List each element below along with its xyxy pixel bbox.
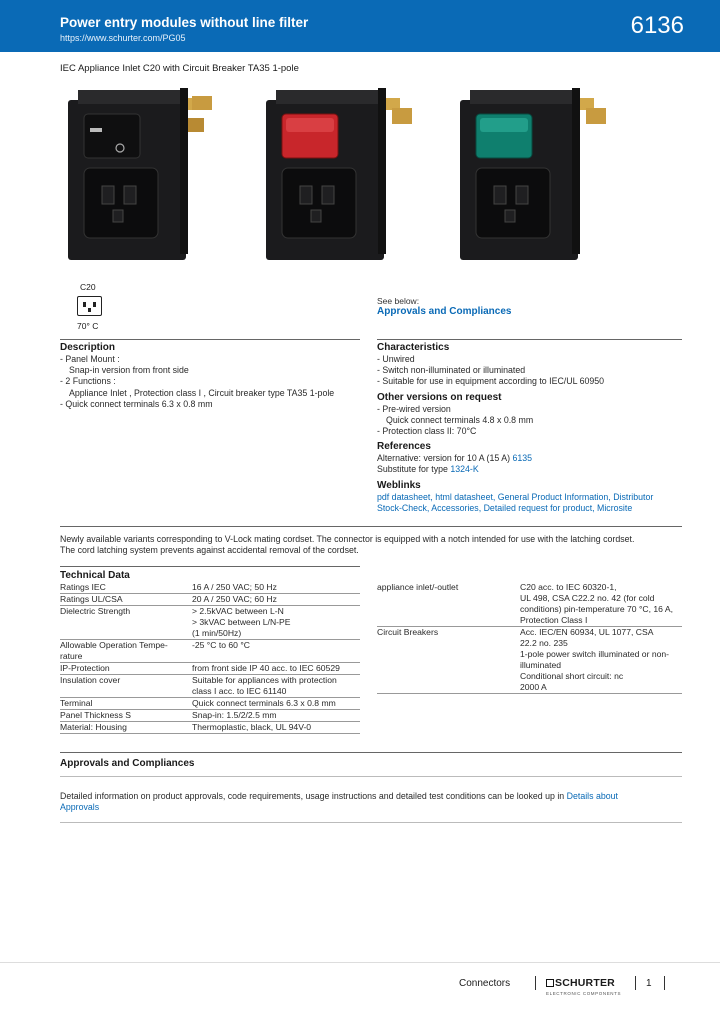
approvals-heading: Approvals and Compliances: [60, 758, 195, 769]
tech-key-line: Ratings UL/CSA: [60, 594, 123, 604]
tech-value-line: Suitable for appliances with protection: [192, 675, 337, 685]
tech-value-line: 20 A / 250 VAC; 60 Hz: [192, 594, 277, 604]
tech-value: [192, 606, 360, 639]
schurter-tagline: ELECTRONIC COMPONENTS: [546, 991, 622, 996]
weblinks-line[interactable]: pdf datasheet, html datasheet, General Product Information, Distributor: [377, 491, 654, 502]
tech-key-line: rature: [60, 651, 83, 661]
tech-key: [377, 582, 520, 626]
tech-value-line: [192, 651, 360, 662]
tech-value-line: > 3kVAC between L/N-PE: [192, 617, 291, 627]
tech-value-line: from front side IP 40 acc. to IEC 60529: [192, 663, 340, 673]
product-photos: [60, 78, 680, 270]
divider: [60, 526, 682, 527]
divider: [60, 776, 682, 777]
product-photo-green-switch: [452, 78, 612, 268]
references-sub-text: Substitute for type: [377, 464, 448, 475]
other-versions-line: Quick connect terminals 4.8 x 0.8 mm: [386, 414, 534, 425]
divider: [60, 752, 682, 753]
schurter-logo-mark: [546, 979, 554, 987]
tech-row: [60, 582, 360, 594]
product-code: 6136: [630, 12, 684, 39]
tech-value: [192, 663, 360, 674]
tech-key: [60, 722, 192, 733]
tech-key: [60, 710, 192, 721]
tech-value-line: Conditional short circuit: nc: [520, 671, 624, 681]
product-title: IEC Appliance Inlet C20 with Circuit Breaker TA35 1-pole: [60, 63, 299, 74]
tech-value-line: conditions) pin-temperature 70 °C, 16 A,: [520, 604, 673, 614]
technical-data-heading: Technical Data: [60, 570, 130, 581]
footer-divider: [0, 962, 720, 963]
tech-key-line: Terminal: [60, 698, 93, 708]
tech-value-line: Acc. IEC/EN 60934, UL 1077, CSA: [520, 627, 654, 637]
schurter-logo: [546, 977, 615, 989]
tech-value-line: 2000 A: [520, 682, 547, 692]
approvals-details-link-2[interactable]: Approvals: [60, 802, 100, 813]
newly-line: Newly available variants corresponding to V-Lock mating cordset. The connector is equipped with a notch intended for use with the latching cordset.: [60, 534, 635, 544]
other-versions-heading: Other versions on request: [377, 391, 502, 403]
tech-key-line: Circuit Breakers: [377, 627, 439, 637]
references-sub-link[interactable]: 1324-K: [450, 464, 479, 475]
tech-value-line: Protection Class I: [520, 615, 588, 625]
description-section: [60, 342, 360, 410]
tech-value: [520, 627, 682, 693]
characteristics-line: - Unwired: [377, 354, 415, 364]
tech-key-line: Insulation cover: [60, 675, 121, 685]
page-title: Power entry modules without line filter: [60, 15, 309, 30]
divider: [60, 339, 360, 340]
tech-row: [377, 582, 682, 627]
schurter-logo-text: SCHURTER: [555, 977, 615, 989]
description-line: Snap-in version from front side: [69, 365, 189, 376]
tech-key: [60, 582, 192, 593]
tech-value-line: Snap-in: 1.5/2/2.5 mm: [192, 710, 277, 720]
tech-row: [377, 627, 682, 694]
product-photo-red-switch: [258, 78, 418, 268]
approvals-detail-text: [60, 791, 680, 813]
tech-key: [60, 675, 192, 697]
tech-key: [60, 663, 192, 674]
tech-key: [60, 606, 192, 639]
references-substitute: [377, 464, 682, 475]
tech-key: [377, 627, 520, 693]
tech-row: [60, 594, 360, 606]
references-alternative: [377, 453, 682, 464]
description-line: - Quick connect terminals 6.3 x 0.8 mm: [60, 398, 213, 409]
tech-key-line: appliance inlet/-outlet: [377, 582, 459, 592]
description-heading: Description: [60, 342, 116, 353]
tech-key: [60, 594, 192, 605]
header-url-link[interactable]: https://www.schurter.com/PG05: [60, 33, 186, 43]
footer-section-name: Connectors: [459, 978, 511, 989]
characteristics-line: - Suitable for use in equipment according to IEC/UL 60950: [377, 376, 605, 387]
weblinks-line[interactable]: Stock-Check, Accessories, Detailed request for product, Microsite: [377, 502, 633, 513]
right-info-column: [377, 342, 682, 514]
characteristics-line: - Switch non-illuminated or illuminated: [377, 365, 526, 376]
tech-key-line: IP-Protection: [60, 663, 110, 673]
tech-row: [60, 698, 360, 710]
tech-key-line: Panel Thickness S: [60, 710, 132, 720]
tech-value-line: class I acc. to IEC 61140: [192, 686, 287, 696]
tech-key-line: Allowable Operation Tempe-: [60, 640, 168, 650]
footer-separator: [535, 976, 536, 990]
tech-value-line: 16 A / 250 VAC; 50 Hz: [192, 582, 277, 592]
other-versions-line: - Pre-wired version: [377, 403, 451, 414]
tech-value-line: UL 498, CSA C22.2 no. 42 (for cold: [520, 593, 655, 603]
characteristics-heading: Characteristics: [377, 342, 450, 353]
tech-value: [192, 640, 360, 662]
weblinks-heading: Weblinks: [377, 479, 421, 491]
tech-value: [192, 710, 360, 721]
tech-value-line: 22.2 no. 235: [520, 638, 568, 648]
other-versions-line: - Protection class II: 70°C: [377, 426, 477, 437]
tech-value-line: > 2.5kVAC between L-N: [192, 606, 284, 616]
description-line: Appliance Inlet , Protection class I , Circuit breaker type TA35 1-pole: [69, 387, 335, 398]
divider: [60, 566, 360, 567]
tech-value: [192, 582, 360, 593]
c20-temperature: 70° C: [77, 321, 99, 331]
tech-value: [192, 594, 360, 605]
page-number: 1: [646, 978, 652, 989]
tech-row: [60, 663, 360, 675]
approvals-link[interactable]: Approvals and Compliances: [377, 306, 512, 317]
c20-connector-icon: [77, 296, 102, 316]
divider: [60, 822, 682, 823]
page-header: [0, 0, 720, 52]
tech-value-line: -25 °C to 60 °C: [192, 640, 250, 650]
description-line: - 2 Functions :: [60, 376, 116, 387]
technical-data-table-left: [60, 582, 360, 734]
newly-available-note: [60, 534, 682, 556]
tech-key-line: Dielectric Strength: [60, 606, 131, 616]
tech-value: [192, 722, 360, 733]
tech-value-line: (1 min/50Hz): [192, 628, 242, 638]
divider: [377, 339, 682, 340]
see-below-text: See below:: [377, 296, 420, 306]
tech-row: [60, 710, 360, 722]
tech-row: [60, 606, 360, 640]
approvals-detail-body: Detailed information on product approvals, code requirements, usage instructions and detailed test conditions can be looked up in: [60, 791, 565, 801]
tech-value-line: illuminated: [520, 660, 562, 670]
tech-key-line: Ratings IEC: [60, 582, 106, 592]
tech-value: [192, 698, 360, 709]
tech-key: [60, 698, 192, 709]
references-heading: References: [377, 441, 431, 453]
tech-value-line: C20 acc. to IEC 60320-1,: [520, 582, 617, 592]
tech-row: [60, 675, 360, 698]
tech-value-line: Thermoplastic, black, UL 94V-0: [192, 722, 312, 732]
tech-row: [60, 722, 360, 734]
footer-separator: [635, 976, 636, 990]
newly-line: The cord latching system prevents against accidental removal of the cordset.: [60, 545, 359, 556]
tech-key: [60, 640, 192, 662]
approvals-details-link[interactable]: Details about: [566, 791, 618, 801]
references-alt-link[interactable]: 6135: [512, 453, 533, 464]
tech-key-line: Material: Housing: [60, 722, 127, 732]
tech-value: [520, 582, 682, 626]
description-line: - Panel Mount :: [60, 354, 120, 364]
footer-separator: [664, 976, 665, 990]
technical-data-table-right: [377, 582, 682, 694]
tech-value: [192, 675, 360, 697]
c20-label: C20: [80, 282, 96, 292]
tech-value-line: 1-pole power switch illuminated or non-: [520, 649, 670, 659]
references-alt-text: Alternative: version for 10 A (15 A): [377, 453, 511, 464]
product-photo-plain: [60, 78, 220, 268]
tech-value-line: Quick connect terminals 6.3 x 0.8 mm: [192, 698, 336, 708]
tech-row: [60, 640, 360, 663]
